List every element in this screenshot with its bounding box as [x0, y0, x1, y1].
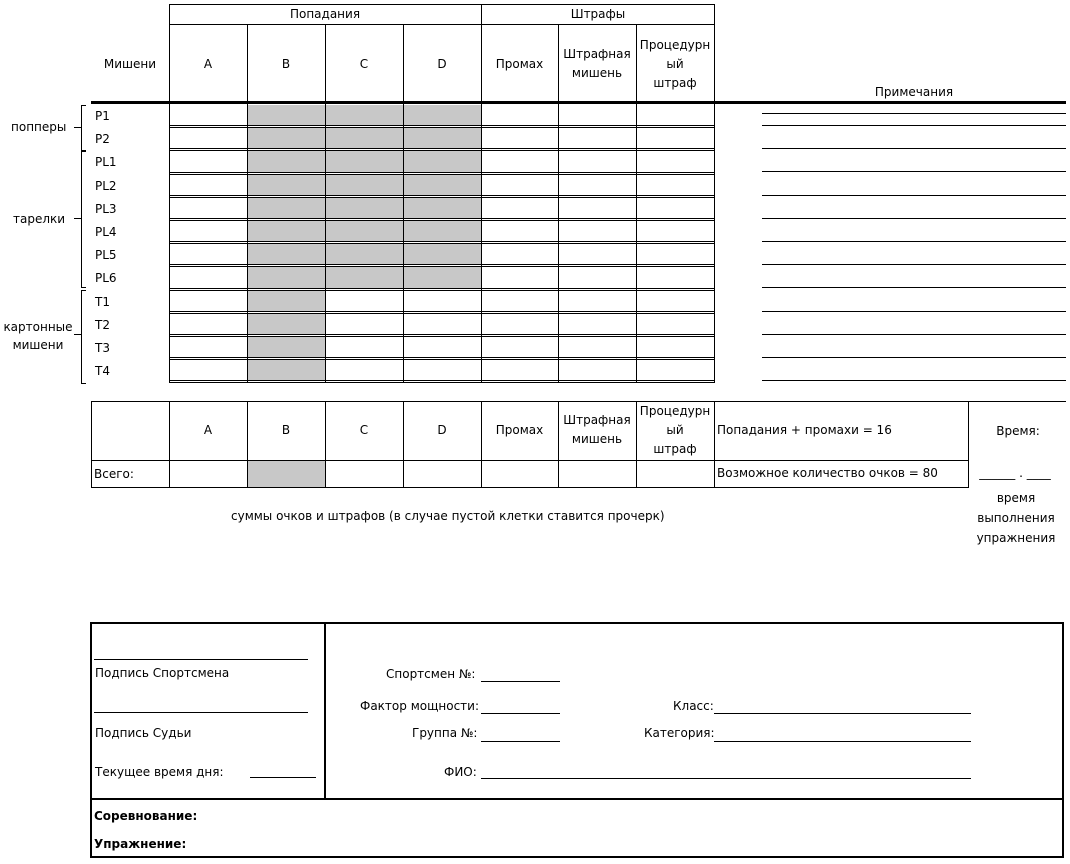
group-label-cardboard: картонные мишени	[3, 320, 73, 352]
gray-cell	[248, 151, 325, 172]
row-separator	[169, 264, 715, 265]
gray-cell	[326, 175, 403, 195]
row-label: PL1	[95, 155, 117, 169]
note-line[interactable]	[762, 218, 1066, 219]
group-no-label: Группа №:	[412, 726, 478, 740]
row-separator	[169, 241, 715, 242]
gray-cell	[326, 105, 403, 125]
row-label: T4	[95, 364, 110, 378]
note-line[interactable]	[762, 113, 1066, 114]
row-label: T1	[95, 295, 110, 309]
summary-procedural: Процедурн ый штраф	[639, 404, 711, 456]
row-separator	[169, 288, 715, 289]
notes-header: Примечания	[874, 85, 954, 99]
gray-cell	[248, 221, 325, 241]
total-label: Всего:	[94, 467, 134, 481]
category-field[interactable]	[714, 741, 971, 742]
summary-miss: Промах	[495, 423, 544, 437]
competition-label: Соревнование:	[94, 809, 198, 823]
gray-cell	[248, 337, 325, 357]
row-separator	[169, 218, 715, 219]
summary-penalty-target: Штрафная мишень	[563, 413, 631, 446]
note-line[interactable]	[762, 264, 1066, 265]
gray-cell	[404, 221, 481, 241]
note-line[interactable]	[762, 287, 1066, 288]
row-label: PL2	[95, 179, 117, 193]
hits-group-header: Попадания	[289, 7, 361, 21]
exercise-label: Упражнение:	[94, 837, 187, 851]
gray-cell	[248, 175, 325, 195]
summary-b-total-cell	[248, 461, 325, 487]
note-line[interactable]	[762, 357, 1066, 358]
note-line[interactable]	[762, 125, 1066, 126]
category-label: Категория:	[644, 726, 715, 740]
row-separator	[169, 382, 715, 383]
procedural-penalty-header: Процедурн ый штраф	[639, 38, 711, 90]
row-separator	[169, 380, 715, 381]
max-points: Возможное количество очков = 80	[717, 466, 938, 480]
fio-label: ФИО:	[444, 765, 477, 779]
note-line[interactable]	[762, 241, 1066, 242]
current-time-field[interactable]	[250, 777, 316, 778]
note-line[interactable]	[762, 311, 1066, 312]
gray-cell	[326, 198, 403, 218]
summary-col-c: C	[359, 423, 369, 437]
penalty-target-header: Штрафная мишень	[563, 47, 631, 80]
note-line[interactable]	[762, 195, 1066, 196]
gray-cell	[326, 244, 403, 264]
summary-col-d: D	[437, 423, 447, 437]
note-line[interactable]	[762, 334, 1066, 335]
row-separator	[169, 334, 715, 335]
current-time-label: Текущее время дня:	[95, 765, 224, 779]
athlete-no-field[interactable]	[481, 681, 560, 682]
col-b-header: B	[281, 57, 291, 71]
row-separator	[169, 125, 715, 126]
row-separator	[169, 195, 715, 196]
row-label: P1	[95, 109, 110, 123]
power-factor-field[interactable]	[481, 713, 560, 714]
gray-cell	[404, 244, 481, 264]
group-label-plates: тарелки	[13, 212, 66, 226]
summary-col-b: B	[281, 423, 291, 437]
gray-cell	[326, 267, 403, 288]
gray-cell	[248, 360, 325, 380]
gray-cell	[326, 128, 403, 148]
athlete-signature-label: Подпись Спортсмена	[95, 666, 230, 680]
power-factor-label: Фактор мощности:	[360, 699, 480, 713]
col-d-header: D	[437, 57, 447, 71]
targets-column-header: Мишени	[103, 57, 157, 71]
gray-cell	[404, 151, 481, 172]
miss-header: Промах	[495, 57, 544, 71]
hits-plus-misses: Попадания + промахи = 16	[717, 423, 892, 437]
gray-cell	[248, 267, 325, 288]
gray-cell	[248, 291, 325, 311]
gray-cell	[404, 105, 481, 125]
gray-cell	[404, 267, 481, 288]
row-separator	[169, 172, 715, 173]
note-line[interactable]	[762, 148, 1066, 149]
col-c-header: C	[359, 57, 369, 71]
athlete-no-label: Спортсмен №:	[386, 667, 476, 681]
row-separator	[169, 148, 715, 149]
note-line[interactable]	[762, 171, 1066, 172]
gray-cell	[248, 244, 325, 264]
gray-cell	[248, 314, 325, 334]
gray-cell	[326, 151, 403, 172]
group-no-field[interactable]	[481, 741, 560, 742]
gray-cell	[404, 175, 481, 195]
gray-cell	[404, 198, 481, 218]
row-label: T3	[95, 341, 110, 355]
judge-signature-label: Подпись Судьи	[95, 726, 192, 740]
note-line[interactable]	[762, 380, 1066, 381]
time-label: Время:	[996, 424, 1040, 438]
gray-cell	[326, 221, 403, 241]
row-label: PL3	[95, 202, 117, 216]
time-caption: время выполнения упражнения	[976, 491, 1056, 545]
col-a-header: A	[203, 57, 213, 71]
group-label-poppers: попперы	[11, 120, 67, 134]
penalties-group-header: Штрафы	[570, 7, 626, 21]
class-label: Класс:	[673, 699, 714, 713]
class-field[interactable]	[714, 713, 971, 714]
gray-cell	[248, 105, 325, 125]
row-label: T2	[95, 318, 110, 332]
row-label: PL4	[95, 225, 117, 239]
row-separator	[169, 311, 715, 312]
gray-cell	[404, 128, 481, 148]
gray-cell	[248, 198, 325, 218]
row-label: P2	[95, 132, 110, 146]
row-label: PL6	[95, 271, 117, 285]
summary-note: суммы очков и штрафов (в случае пустой клетки ставится прочерк)	[231, 509, 665, 523]
fio-field[interactable]	[481, 778, 971, 779]
row-separator	[169, 357, 715, 358]
gray-cell	[248, 128, 325, 148]
summary-col-a: A	[203, 423, 213, 437]
time-blank[interactable]: ______ . ____	[979, 466, 1051, 480]
row-label: PL5	[95, 248, 117, 262]
